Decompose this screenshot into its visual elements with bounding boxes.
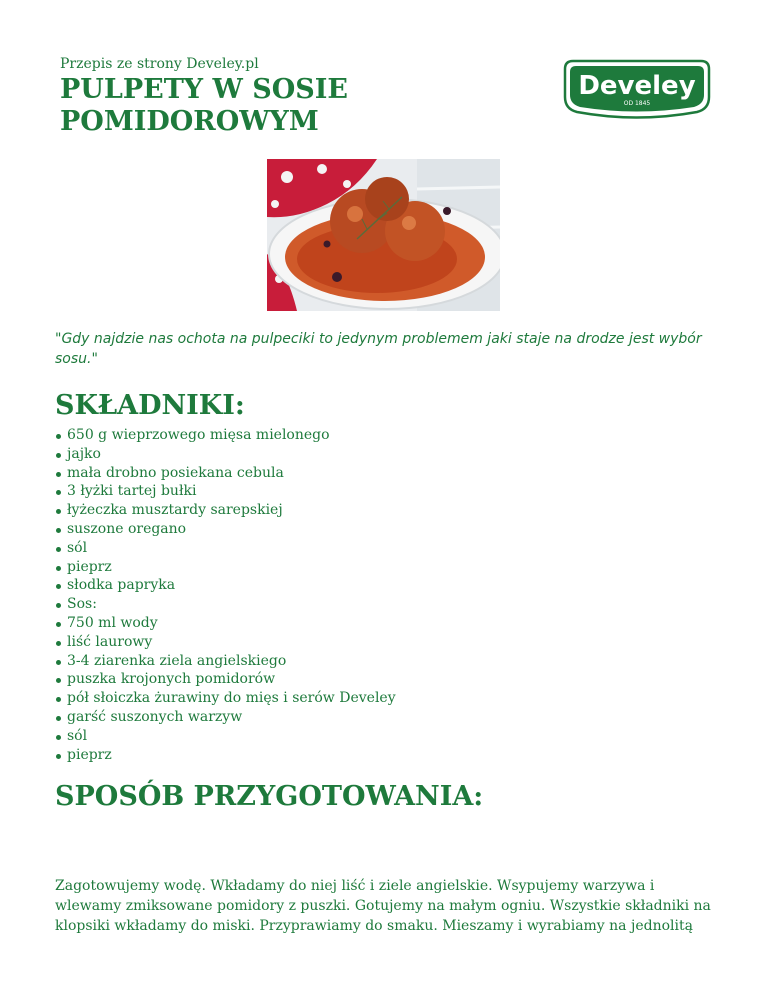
- ingredient-item: słodka papryka: [55, 576, 396, 595]
- preparation-heading: SPOSÓB PRZYGOTOWANIA:: [55, 781, 484, 812]
- ingredient-item: pieprz: [55, 746, 396, 765]
- ingredient-item: 3-4 ziarenka ziela angielskiego: [55, 652, 396, 671]
- ingredient-item: puszka krojonych pomidorów: [55, 670, 396, 689]
- meatballs-photo: [267, 159, 500, 311]
- ingredient-item: pieprz: [55, 558, 396, 577]
- logo-since: OD 1845: [623, 100, 651, 107]
- ingredient-item: łyżeczka musztardy sarepskiej: [55, 501, 396, 520]
- develey-logo: [563, 57, 711, 119]
- ingredient-item: pół słoiczka żurawiny do mięs i serów Develey: [55, 689, 396, 708]
- ingredients-list: [55, 426, 396, 764]
- ingredient-item: liść laurowy: [55, 633, 396, 652]
- ingredients-heading: SKŁADNIKI:: [55, 390, 245, 421]
- ingredient-item: 750 ml wody: [55, 614, 396, 633]
- logo-wordmark: Develey: [578, 71, 696, 101]
- ingredient-item: jajko: [55, 445, 396, 464]
- ingredient-item: sól: [55, 727, 396, 746]
- source-line: Przepis ze strony Develey.pl: [60, 56, 259, 72]
- recipe-quote: "Gdy najdzie nas ochota na pulpeciki to jedynym problemem jaki staje na drodze jest wybór sosu.": [55, 331, 702, 367]
- ingredient-item: sól: [55, 539, 396, 558]
- ingredient-item: 3 łyżki tartej bułki: [55, 482, 396, 501]
- ingredient-item: garść suszonych warzyw: [55, 708, 396, 727]
- ingredient-item: suszone oregano: [55, 520, 396, 539]
- preparation-text: Zagotowujemy wodę. Wkładamy do niej liść i ziele angielskie. Wsypujemy warzywa i wlewamy zmiksowane pomidory z puszki. Gotujemy na małym ogniu. Wszystkie składniki na klopsiki wkładamy do miski. Przyprawiamy do smaku. Mieszamy i wyrabiamy na jednolitą: [55, 878, 711, 934]
- ingredient-item: Sos:: [55, 595, 396, 614]
- recipe-title: PULPETY W SOSIE POMIDOROWYM: [60, 74, 348, 137]
- ingredient-item: mała drobno posiekana cebula: [55, 464, 396, 483]
- ingredient-item: 650 g wieprzowego mięsa mielonego: [55, 426, 396, 445]
